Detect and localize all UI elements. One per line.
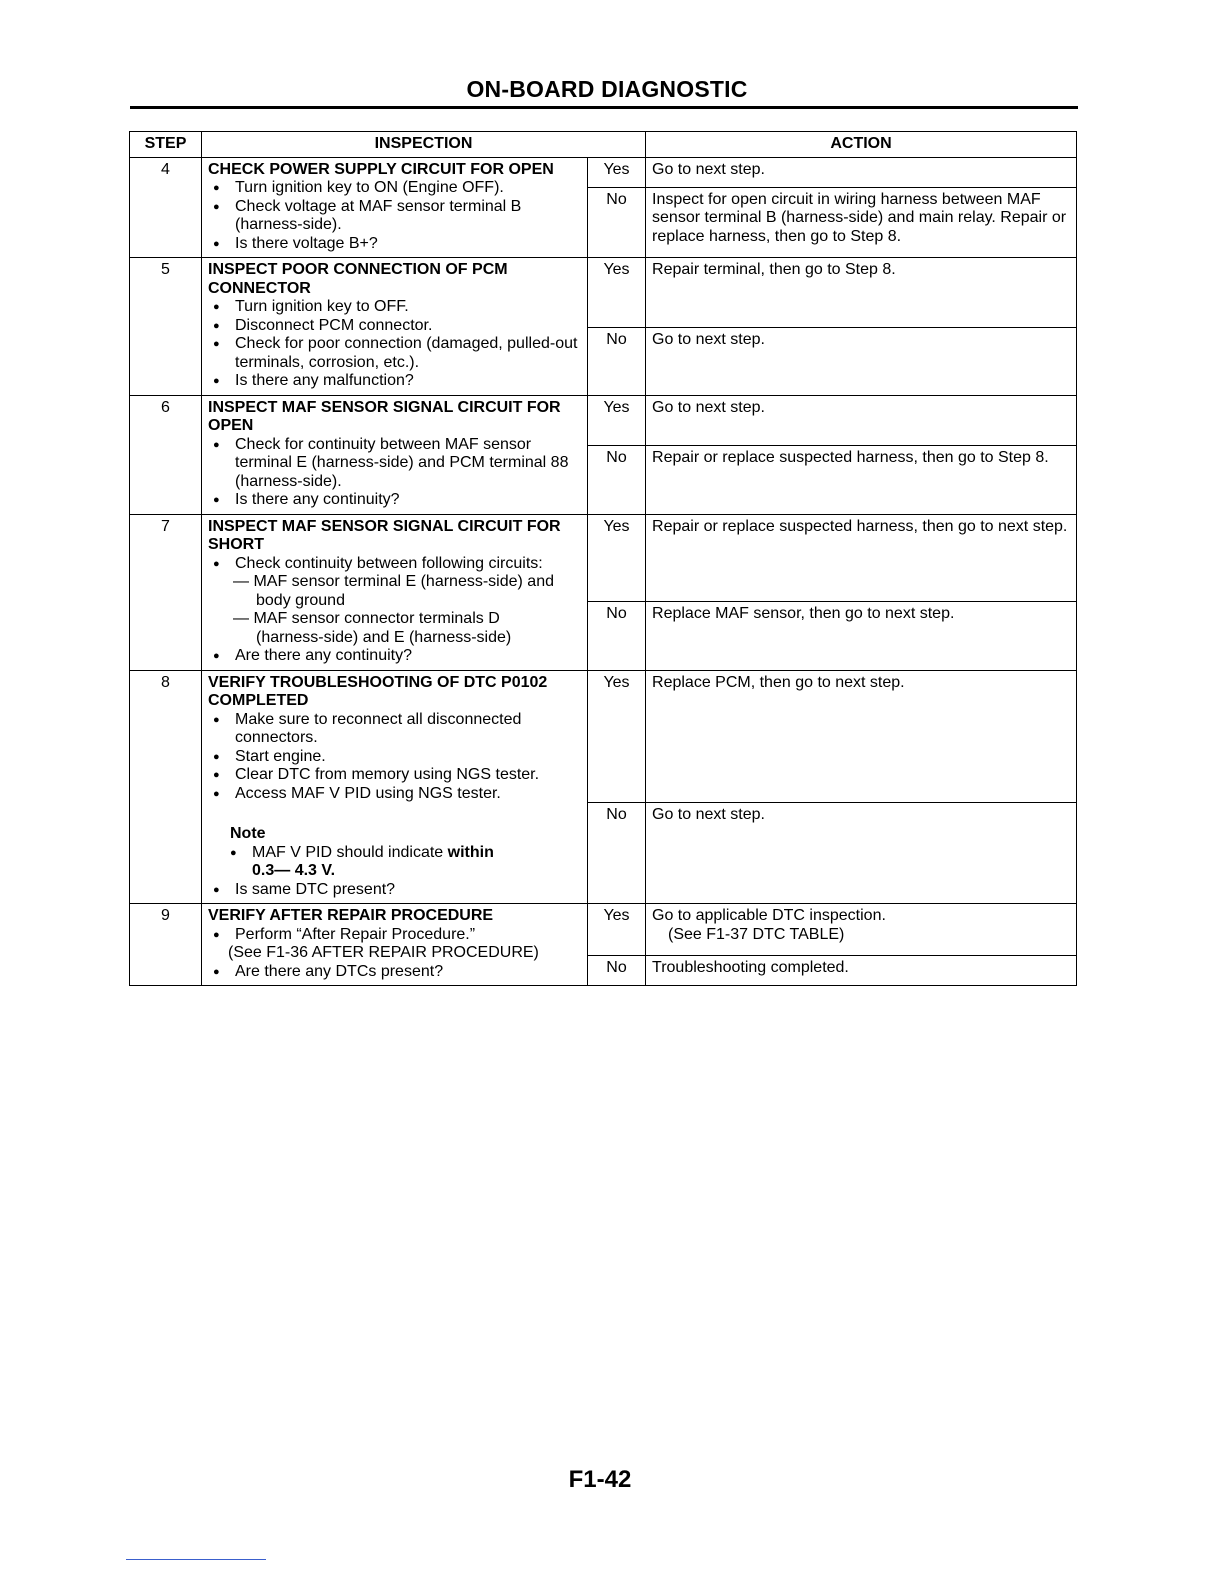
action-cell: Repair terminal, then go to Step 8.: [646, 258, 1077, 328]
answer-yes: Yes: [588, 157, 646, 187]
inspection-heading: INSPECT POOR CONNECTION OF PCM CONNECTOR: [208, 261, 508, 297]
action-reference: (See F1-37 DTC TABLE): [668, 925, 845, 943]
inspection-bullet: ● Check for continuity between MAF sensor terminal E (harness-side) and PCM terminal 88 (harness-side).: [208, 436, 581, 492]
inspection-bullet: ● Check continuity between following circuits:: [208, 555, 581, 574]
answer-yes: Yes: [588, 395, 646, 445]
step-number: 5: [130, 258, 202, 396]
step-column-header: STEP: [130, 132, 202, 158]
inspection-cell: [202, 670, 588, 904]
note-block: [230, 825, 581, 881]
action-cell: Replace MAF sensor, then go to next step.: [646, 601, 1077, 670]
circuit-item-continued: (harness-side) and E (harness-side): [256, 628, 512, 646]
inspection-bullet: ● Access MAF V PID using NGS tester.: [208, 785, 581, 804]
inspection-bullet: ● Is same DTC present?: [208, 881, 581, 900]
table-row: [130, 670, 1077, 802]
inspection-bullet: ● Start engine.: [208, 748, 581, 767]
action-cell: Go to next step.: [646, 157, 1077, 187]
inspection-bullet: ● Is there any continuity?: [208, 491, 581, 510]
answer-no: No: [588, 328, 646, 396]
inspection-bullet: ● Are there any continuity?: [208, 647, 581, 666]
diagnostic-table: [129, 131, 1077, 986]
step-number: 6: [130, 395, 202, 514]
answer-yes: Yes: [588, 258, 646, 328]
action-cell: Troubleshooting completed.: [646, 956, 1077, 986]
inspection-cell: [202, 157, 588, 258]
answer-yes: Yes: [588, 514, 646, 601]
inspection-bullet: ● Clear DTC from memory using NGS tester.: [208, 766, 581, 785]
inspection-cell: [202, 514, 588, 670]
answer-no: No: [588, 956, 646, 986]
note-value: 0.3— 4.3 V.: [252, 862, 336, 879]
action-cell: Go to next step.: [646, 328, 1077, 396]
inspection-heading: VERIFY AFTER REPAIR PROCEDURE: [208, 907, 494, 924]
title-divider: [130, 106, 1078, 109]
inspection-heading: INSPECT MAF SENSOR SIGNAL CIRCUIT FOR OPEN: [208, 398, 561, 434]
table-row: [130, 904, 1077, 956]
answer-no: No: [588, 445, 646, 514]
table-header-row: [130, 132, 1077, 158]
answer-no: No: [588, 601, 646, 670]
action-column-header: ACTION: [646, 132, 1077, 158]
inspection-column-header: INSPECTION: [202, 132, 646, 158]
inspection-bullet: ● Turn ignition key to ON (Engine OFF).: [208, 179, 581, 198]
inspection-bullet: ● Perform “After Repair Procedure.”: [208, 926, 581, 945]
inspection-bullet: ● Turn ignition key to OFF.: [208, 298, 581, 317]
note-emphasis: within: [447, 843, 494, 861]
inspection-bullet: ● Are there any DTCs present?: [208, 963, 581, 982]
note-text: MAF V PID should indicate: [252, 843, 444, 861]
action-cell: Replace PCM, then go to next step.: [646, 670, 1077, 802]
inspection-bullet: ● Check voltage at MAF sensor terminal B (harness-side).: [208, 198, 581, 235]
step-number: 9: [130, 904, 202, 986]
page-title: ON-BOARD DIAGNOSTIC: [466, 76, 748, 102]
inspection-heading: INSPECT MAF SENSOR SIGNAL CIRCUIT FOR SHORT: [208, 517, 561, 553]
action-cell: Repair or replace suspected harness, then go to Step 8.: [646, 445, 1077, 514]
circuit-item: — MAF sensor connector terminals D: [233, 610, 500, 627]
inspection-bullet: ● Disconnect PCM connector.: [208, 317, 581, 336]
action-cell: Go to next step.: [646, 802, 1077, 904]
action-cell: Inspect for open circuit in wiring harness between MAF sensor terminal B (harness-side) and main relay. Repair or replace harness, then go to Step 8.: [646, 187, 1077, 258]
step-number: 8: [130, 670, 202, 904]
table-row: [130, 157, 1077, 187]
inspection-bullet: ● Is there any malfunction?: [208, 372, 581, 391]
table-row: [130, 514, 1077, 601]
circuit-item: — MAF sensor terminal E (harness-side) and: [233, 573, 554, 590]
answer-yes: Yes: [588, 670, 646, 802]
action-cell: Repair or replace suspected harness, then go to next step.: [646, 514, 1077, 601]
inspection-bullet: ● Is there voltage B+?: [208, 235, 581, 254]
action-cell: [646, 904, 1077, 956]
page-number: F1-42: [568, 1466, 632, 1493]
reference-text: (See F1-36 AFTER REPAIR PROCEDURE): [228, 944, 539, 961]
inspection-heading: VERIFY TROUBLESHOOTING OF DTC P0102 COMPLETED: [208, 673, 548, 709]
circuit-item-continued: body ground: [256, 591, 345, 609]
answer-no: No: [588, 802, 646, 904]
note-label: Note: [230, 825, 266, 842]
answer-yes: Yes: [588, 904, 646, 956]
step-number: 4: [130, 157, 202, 258]
table-row: [130, 258, 1077, 328]
footer-rule: [126, 1559, 266, 1560]
note-bullet: [230, 844, 581, 863]
inspection-cell: [202, 904, 588, 986]
inspection-bullet: ● Check for poor connection (damaged, pulled-out terminals, corrosion, etc.).: [208, 335, 581, 372]
answer-no: No: [588, 187, 646, 258]
inspection-cell: [202, 258, 588, 396]
inspection-heading: CHECK POWER SUPPLY CIRCUIT FOR OPEN: [208, 160, 554, 178]
inspection-bullet: ● Make sure to reconnect all disconnected connectors.: [208, 711, 581, 748]
action-text: Go to applicable DTC inspection.: [652, 907, 886, 924]
step-number: 7: [130, 514, 202, 670]
table-row: [130, 395, 1077, 445]
inspection-cell: [202, 395, 588, 514]
action-cell: Go to next step.: [646, 395, 1077, 445]
